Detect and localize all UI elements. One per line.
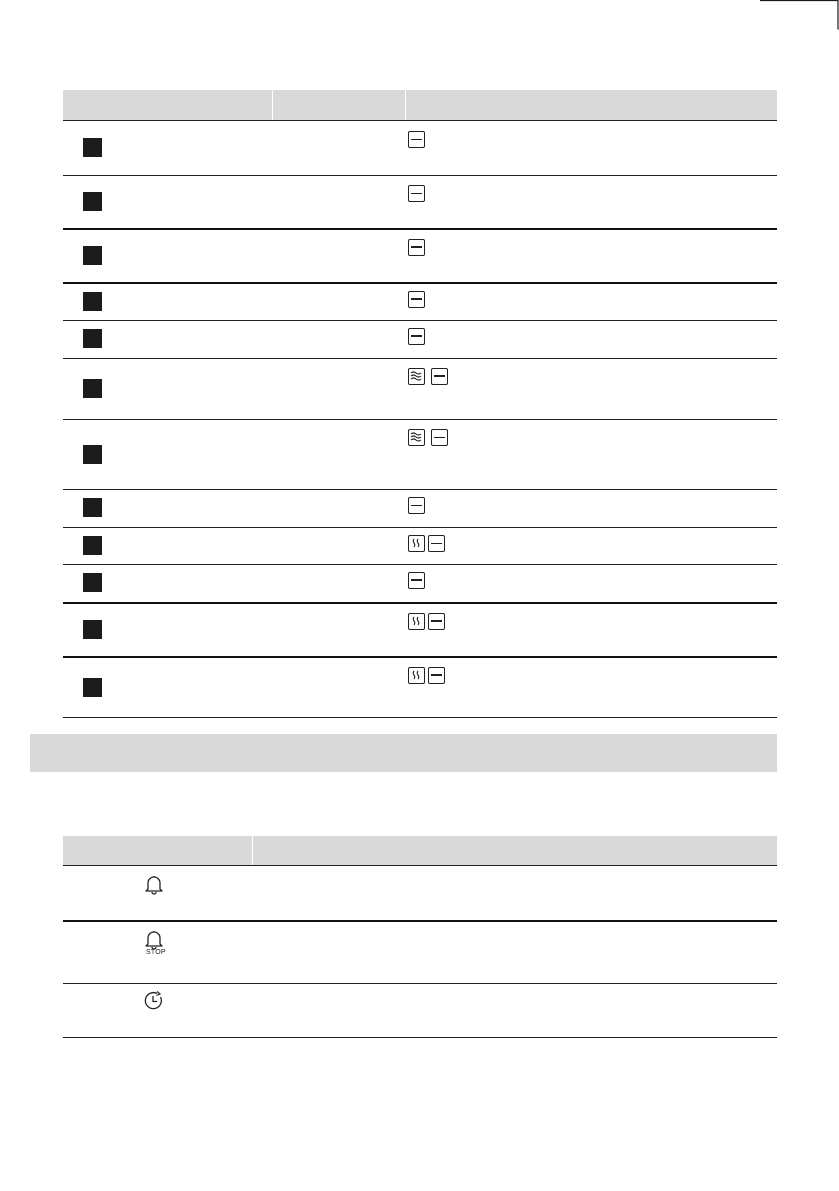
table-row: [63, 420, 777, 490]
fan-icon: [408, 368, 425, 385]
grill-icon: [408, 328, 425, 345]
steam-icon: [408, 667, 425, 684]
bottom-heat-icon: [408, 131, 425, 148]
table-row: [63, 321, 777, 359]
top-heat-icon: [428, 535, 445, 552]
bell-icon: [143, 873, 165, 897]
row-marker: [83, 329, 102, 348]
row-marker: [83, 536, 102, 555]
table-row: [63, 359, 777, 420]
steam-icon: [408, 535, 425, 552]
section-heading-band: [30, 734, 777, 772]
row-marker: [83, 573, 102, 592]
row-marker: [83, 445, 102, 464]
row-marker: [83, 192, 102, 211]
row-marker: [83, 620, 102, 639]
table-row: [63, 230, 777, 284]
row-marker: [83, 138, 102, 157]
table-row: [63, 122, 777, 176]
row-marker: [83, 498, 102, 517]
table-row: [63, 922, 777, 984]
table-row: [63, 658, 777, 718]
row-marker: [83, 246, 102, 265]
timer-icon: [143, 990, 165, 1012]
grill-icon: [428, 613, 445, 630]
steam-icon: [408, 613, 425, 630]
table-row: [63, 867, 777, 922]
grill-icon: [408, 572, 425, 589]
row-marker: [83, 379, 102, 398]
top-heat-icon: [408, 185, 425, 202]
table-header: [63, 836, 777, 866]
table-row: [63, 604, 777, 658]
table-row: [63, 984, 777, 1038]
table-row: [63, 528, 777, 565]
row-marker: [83, 292, 102, 311]
table-row: [63, 176, 777, 230]
grill-icon: [428, 667, 445, 684]
top-heat-icon: [408, 497, 425, 514]
row-marker: [83, 678, 102, 697]
grill-icon: [431, 368, 448, 385]
table-header: [63, 90, 777, 121]
table-row: [63, 565, 777, 604]
bottom-heat-icon: [431, 429, 448, 446]
table-row: [63, 490, 777, 528]
fan-icon: [408, 429, 425, 446]
grill-icon: [408, 291, 425, 308]
grill-icon: [408, 239, 425, 256]
corner-mark: [760, 0, 839, 30]
stop-label: STOP: [146, 949, 166, 956]
table-row: [63, 284, 777, 321]
